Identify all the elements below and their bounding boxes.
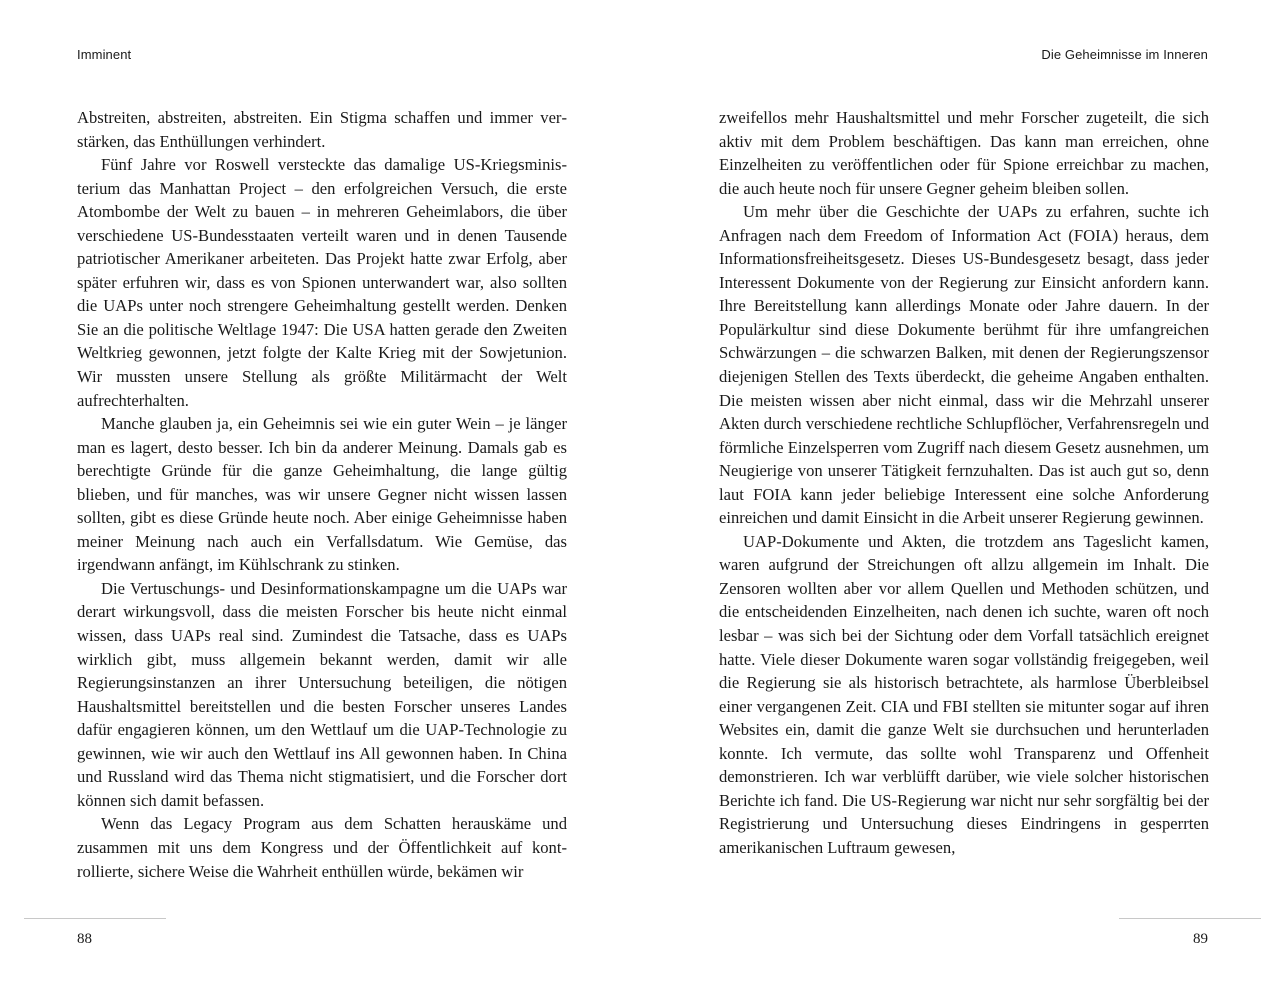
body-text-left [77,106,567,883]
paragraph: Abstreiten, abstreiten, abstreiten. Ein Stigma schaffen und immer verstärken, das Enthüllungen verhindert. [77,108,567,151]
paragraph: Die Vertuschungs- und Desinformationskampagne um die UAPs war derart wirkungsvoll, dass die meisten Forscher bis heute nicht einmal wissen, dass UAPs real sind. Zumindest die Tatsache, dass es UAPs wirklich gibt, muss allgemein bekannt werden, damit wir alle Regierungsinstanzen an ihrer Untersuchung beteiligen, die nötigen Haushaltsmittel bereitstellen und die besten Forscher unseres Landes dafür engagieren können, um den Wettlauf um die UAP-Technologie zu gewinnen, wie wir auch den Wettlauf ins All gewonnen haben. In China und Russland wird das Thema nicht stigmatisiert, und die Forscher dort können sich damit befassen. [77,578,567,810]
paragraph: zweifellos mehr Haushaltsmittel und mehr Forscher zugeteilt, die sich aktiv mit dem Problem beschäftigen. Das kann man erreichen, ohne Einzelheiten zu veröffentlichen oder für Spione erreichbar zu machen, die auch heute noch für unsere Gegner geheim bleiben sollen. [719,108,1209,198]
footer-rule-right [1119,918,1261,919]
paragraph: Fünf Jahre vor Roswell versteckte das damalige US-Kriegsministerium das Manhattan Project – den erfolgreichen Versuch, die erste Atombombe der Welt zu bauen – in mehreren Geheimlabors, die über verschiedene US-Bundesstaaten verteilt waren und in denen Tausende patriotischer Amerikaner arbeiteten. Das Projekt hatte zwar Erfolg, aber später erfuhren wir, dass es von Spionen unterwandert war, also sollten die UAPs unter noch strengere Geheimhaltung gestellt werden. Denken Sie an die politische Weltlage 1947: Die USA hatten gerade den Zweiten Weltkrieg gewonnen, jetzt folgte der Kalte Krieg mit der Sowjetunion. Wir mussten unsere Stellung als größte Militärmacht der Welt aufrechterhalten. [77,155,567,410]
paragraph: Manche glauben ja, ein Geheimnis sei wie ein guter Wein – je länger man es lagert, desto besser. Ich bin da anderer Meinung. Damals gab es berechtigte Gründe für die ganze Geheimhaltung, die lange gültig blieben, und für manches, was wir unsere Gegner nicht wissen lassen sollten, gibt es diese Gründe heute noch. Aber einige Geheimnisse haben meiner Meinung nach auch ein Verfallsdatum. Wie Gemüse, das irgendwann anfängt, im Kühlschrank zu stinken. [77,414,567,575]
paragraph: Um mehr über die Geschichte der UAPs zu erfahren, suchte ich Anfragen nach dem Freedom of Information Act (FOIA) heraus, dem Informationsfreiheitsgesetz. Dieses US-Bundesgesetz besagt, dass jeder Interessent Dokumente von der Regierung zur Einsicht anfordern kann. Ihre Bereitstellung kann allerdings Monate oder Jahre dauern. In der Populärkultur sind diese Dokumente berühmt für ihre umfangreichen Schwärzungen – die schwarzen Balken, mit denen der Regierungszensor diejenigen Stellen des Texts überdeckt, die geheime Angaben enthalten. Die meisten wissen aber nicht einmal, dass wir die Mehrzahl unserer Akten durch verschiedene rechtliche Schlupflöcher, Verfahrensregeln und förmliche Einzelsperren vom Zugriff nach diesem Gesetz ausnehmen, um Neugierige von unserer Tätigkeit fernzuhalten. Das ist auch gut so, denn laut FOIA kann jeder beliebige Interessent eine solche Anforderung einreichen und damit Einsicht in die Arbeit unserer Regierung gewinnen. [719,202,1209,528]
right-page [642,0,1284,1000]
paragraph: UAP-Dokumente und Akten, die trotzdem ans Tageslicht kamen, waren aufgrund der Streichungen oft allzu allgemein im Inhalt. Die Zensoren wollten aber vor allem Quellen und Methoden schützen, und die entscheidenden Einzelheiten, nach denen ich suchte, waren oft noch lesbar – was sich bei der Sichtung oder dem Vorfall tatsächlich ereignet hatte. Viele dieser Dokumente waren sogar vollständig freigegeben, weil die Regierung sie als historisch betrachtete, als harmlose Überbleibsel einer vergangenen Zeit. CIA und FBI stellten sie mitunter sogar auf ihren Websites ein, damit die ganze Welt sie durchsuchen und herunterladen konnte. Ich vermute, das sollte wohl Transparenz und Offenheit demonstrieren. Ich war verblüfft darüber, wie viele solcher historischen Berichte ich fand. Die US-Regierung war nicht nur sehr sorgfältig bei der Registrierung und Untersuchung dieses Eindringens in gesperrten amerikanischen Luftraum gewesen, [719,531,1209,857]
paragraph: Wenn das Legacy Program aus dem Schatten herauskäme und zusammen mit uns dem Kongress und der Öffentlichkeit auf kontrollierte, sichere Weise die Wahrheit enthüllen würde, bekämen wir [77,814,567,881]
running-head-right: Die Geheimnisse im Inneren [1041,47,1208,62]
left-page [0,0,642,1000]
footer-rule-left [24,918,166,919]
page-number-right: 89 [1193,931,1208,947]
page-number-left: 88 [77,931,92,947]
running-head-left: Imminent [77,47,132,62]
body-text-right [719,106,1209,860]
